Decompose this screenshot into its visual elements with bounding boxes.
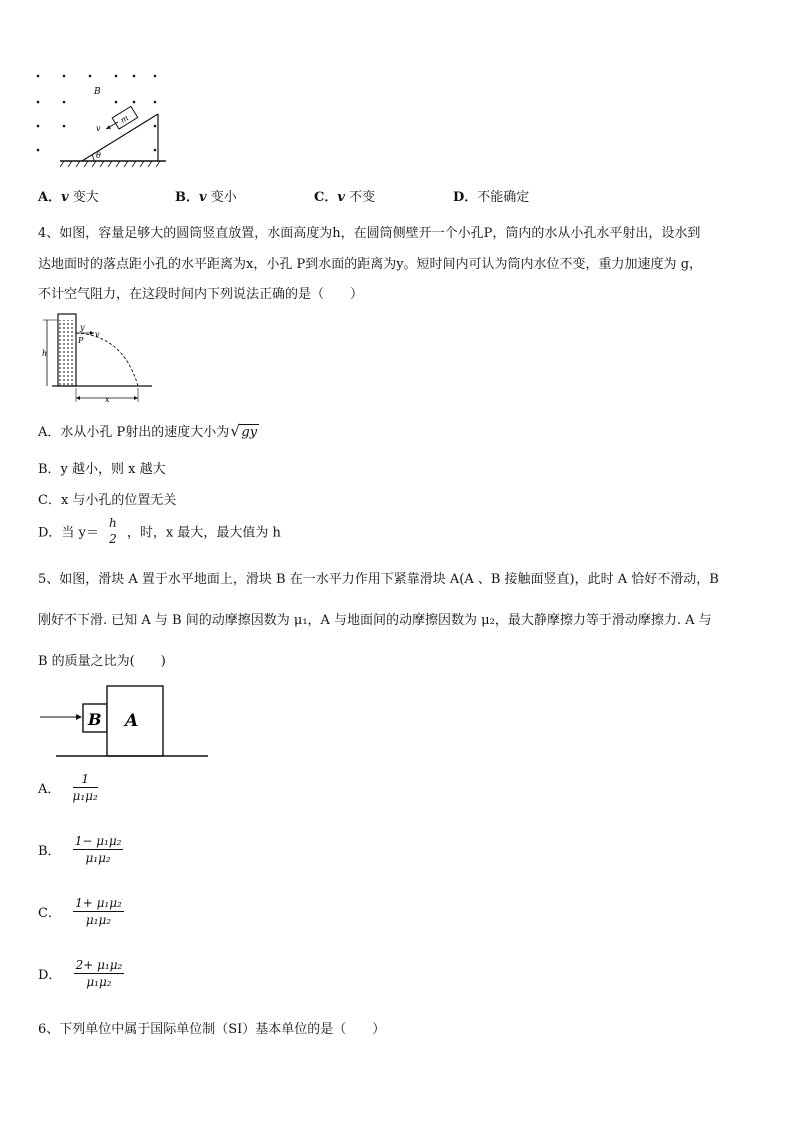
q4-stem-line-3: 不计空气阻力，在这段时间内下列说法正确的是（ ） (38, 287, 364, 302)
distance-label-x: x (105, 395, 110, 404)
q5-option-c[interactable]: C． $\frac{\text{1+ μ₁μ₂}}{\text{μ₁μ₂}}$ (38, 896, 122, 927)
sqrt-expression: √ gy (230, 422, 258, 440)
height-label-h: h (42, 349, 48, 358)
q4-figure-svg (38, 310, 156, 406)
q5-figure-svg (38, 682, 210, 762)
q4-option-b[interactable]: B．y 越小，则 x 越大 (38, 462, 166, 477)
hole-label-P: P (78, 336, 84, 345)
q4-figure (38, 310, 156, 406)
q5-stem-line-1: 5、如图，滑块 A 置于水平地面上，滑块 B 在一水平力作用下紧靠滑块 A(A 、B 接触面竖直)，此时 A 恰好不滑动，B (38, 572, 719, 587)
q5-stem-line-3: B 的质量之比为( ) (38, 654, 166, 669)
q4-option-c[interactable]: C．x 与小孔的位置无关 (38, 493, 177, 508)
q5-stem-line-2: 刚好不下滑. 已知 A 与 B 间的动摩擦因数为 μ₁，A 与地面间的动摩擦因数为 μ₂，最大静摩擦力等于滑动摩擦力. A 与 (38, 613, 712, 628)
q6-stem: 6、下列单位中属于国际单位制（SI）基本单位的是（ ） (38, 1022, 386, 1037)
velocity-label: v (96, 124, 101, 133)
angle-theta: θ (96, 151, 101, 160)
q3-figure-svg (30, 68, 180, 172)
q5-option-a[interactable]: A． $\frac{1}{\text{μ₁μ₂}}$ (38, 772, 98, 803)
jet-velocity-label: v (95, 330, 100, 339)
q4-stem-line-1: 4、如图，容量足够大的圆筒竖直放置，水面高度为h，在圆筒侧壁开一个小孔P，筒内的水从小孔水平射出，设水到 (38, 226, 701, 241)
q5-option-d[interactable]: D． $\frac{\text{2+ μ₁μ₂}}{\text{μ₁μ₂}}$ (38, 958, 123, 989)
q3-figure (30, 68, 180, 172)
q4-option-d[interactable]: D．当 y＝ h 2 ，时，x 最大，最大值为 h (38, 516, 281, 546)
svg-text:m: m (118, 113, 131, 125)
fraction-h-over-2: h 2 (109, 516, 117, 546)
q3-option-a[interactable]: A．v 变大 (38, 190, 99, 205)
svg-text:A: A (125, 711, 139, 731)
water (59, 320, 75, 385)
q3-option-b[interactable]: B．v 变小 (175, 190, 237, 205)
q3-option-c[interactable]: C．v 不变 (314, 190, 376, 205)
force-arrow (76, 714, 82, 720)
q5-figure (38, 682, 210, 762)
q3-option-d[interactable]: D．不能确定 (453, 190, 530, 205)
q5-option-b[interactable]: B． $\frac{\text{1− μ₁μ₂}}{\text{μ₁μ₂}}$ (38, 834, 122, 865)
svg-text:B: B (88, 710, 102, 729)
water-trajectory (76, 333, 138, 386)
block-m (112, 106, 138, 129)
field-label-B: B (94, 87, 101, 97)
depth-label-y: y (80, 323, 85, 332)
q3-options (38, 186, 758, 206)
q4-stem-line-2: 达地面时的落点距小孔的水平距离为x，小孔 P到水面的距离为y。短时间内可认为筒内水位不变，重力加速度为 g， (38, 257, 703, 272)
q4-option-a[interactable]: A．水从小孔 P射出的速度大小为 √ gy (38, 422, 258, 440)
